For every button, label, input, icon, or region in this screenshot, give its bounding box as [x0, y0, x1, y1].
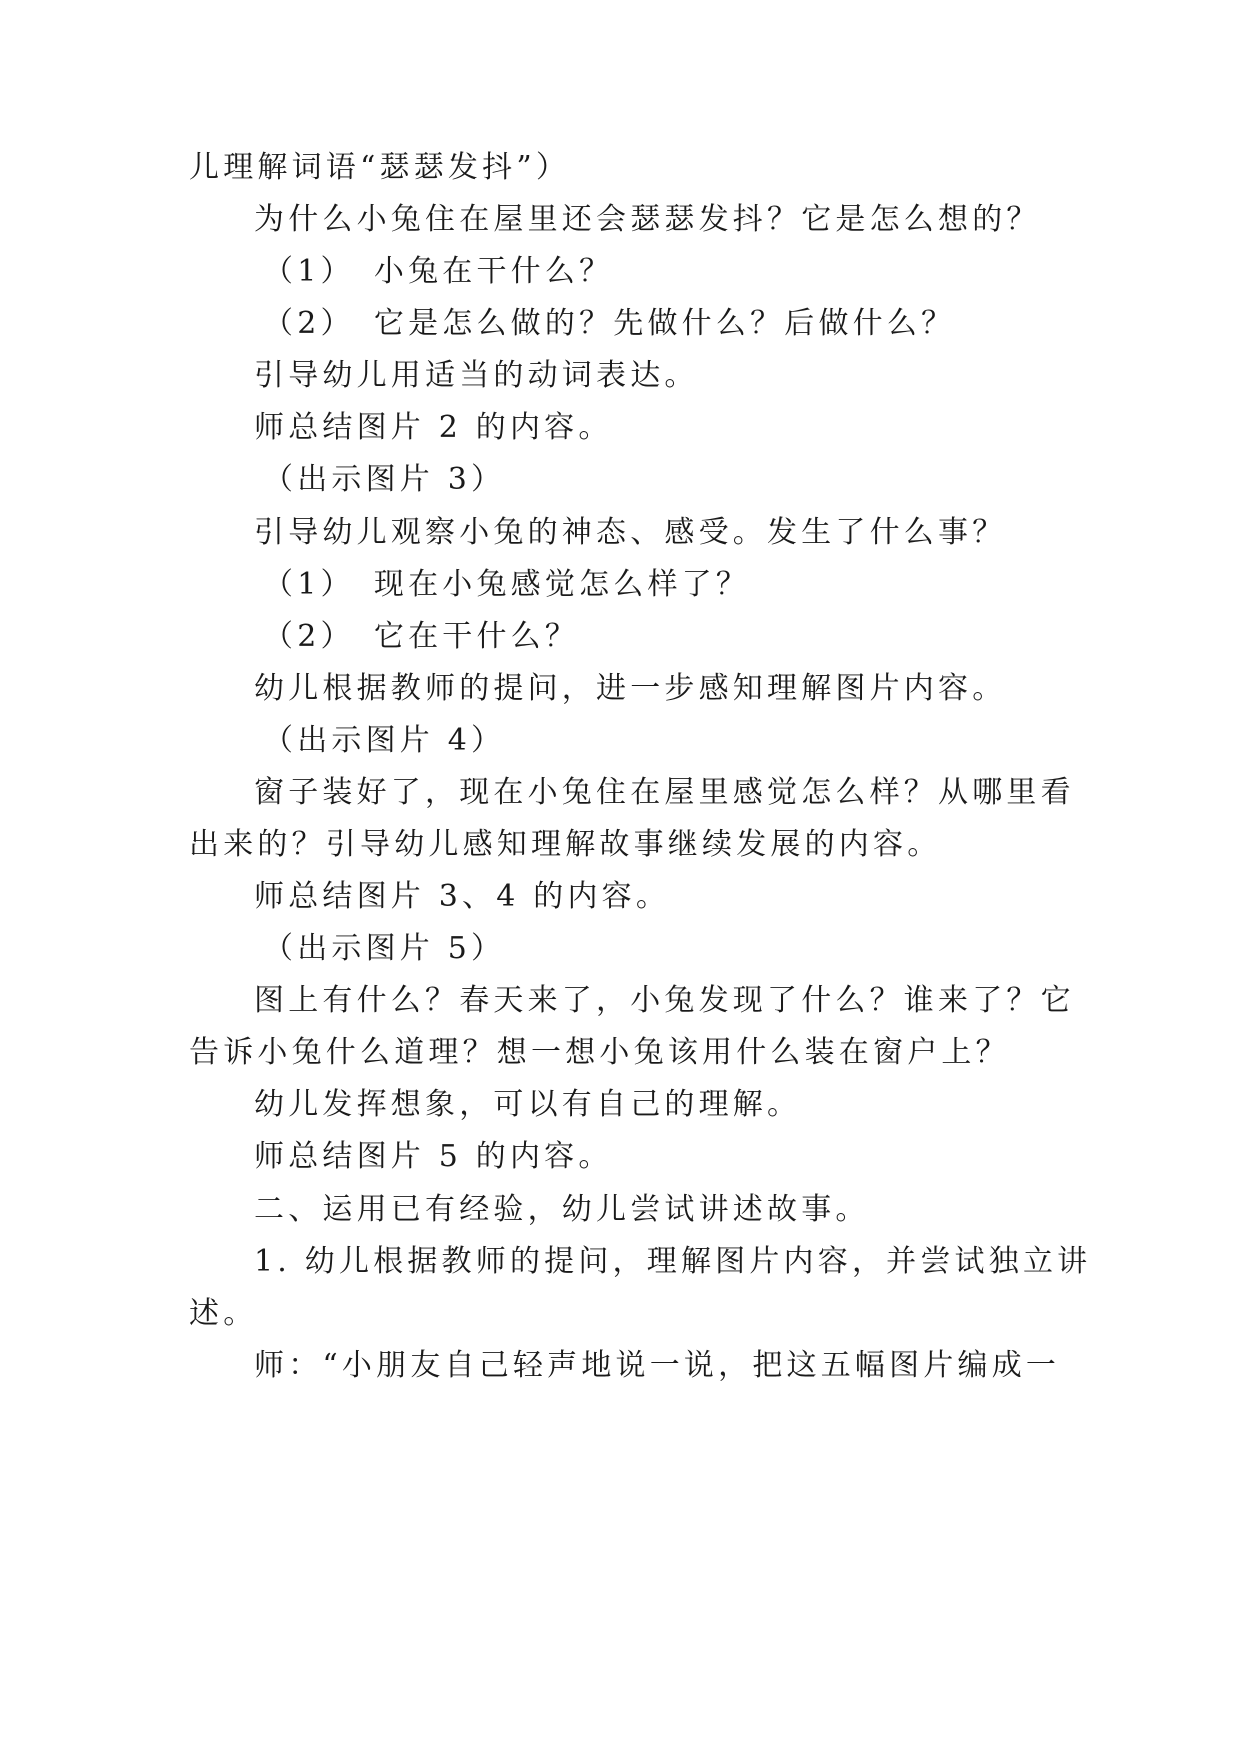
text-line: 为什么小兔住在屋里还会瑟瑟发抖？它是怎么想的？ [254, 202, 1041, 237]
text-line: 述。 [189, 1296, 258, 1331]
text-line: 引导幼儿用适当的动词表达。 [254, 358, 699, 393]
section-heading: 二、运用已有经验，幼儿尝试讲述故事。 [254, 1192, 870, 1227]
text-line: 师：“小朋友自己轻声地说一说，把这五幅图片编成一 [254, 1348, 1061, 1383]
text-line: 1. 幼儿根据教师的提问，理解图片内容，并尝试独立讲 [254, 1244, 1092, 1279]
text-line: 师总结图片 3、4 的内容。 [254, 879, 671, 914]
text-line: 师总结图片 5 的内容。 [254, 1139, 613, 1174]
text-line: 儿理解词语“瑟瑟发抖”） [189, 150, 571, 185]
text-line: 告诉小兔什么道理？想一想小兔该用什么装在窗户上？ [189, 1035, 1010, 1070]
list-item: （1） 现在小兔感觉怎么样了？ [263, 567, 751, 602]
text-line: 师总结图片 2 的内容。 [254, 410, 613, 445]
text-line: （出示图片 5） [263, 931, 506, 966]
text-line: （出示图片 3） [263, 462, 506, 497]
list-item: （1） 小兔在干什么？ [263, 254, 614, 289]
list-item: （2） 它在干什么？ [263, 619, 580, 654]
text-line: 幼儿根据教师的提问，进一步感知理解图片内容。 [254, 671, 1007, 706]
text-line: （出示图片 4） [263, 723, 506, 758]
text-line: 图上有什么？春天来了，小兔发现了什么？谁来了？它 [254, 983, 1075, 1018]
list-item: （2） 它是怎么做的？先做什么？后做什么？ [263, 306, 956, 341]
text-line: 幼儿发挥想象，可以有自己的理解。 [254, 1087, 802, 1122]
text-line: 出来的？引导幼儿感知理解故事继续发展的内容。 [189, 827, 942, 862]
text-line: 窗子装好了，现在小兔住在屋里感觉怎么样？从哪里看 [254, 775, 1075, 810]
text-line: 引导幼儿观察小兔的神态、感受。发生了什么事？ [254, 515, 1007, 550]
